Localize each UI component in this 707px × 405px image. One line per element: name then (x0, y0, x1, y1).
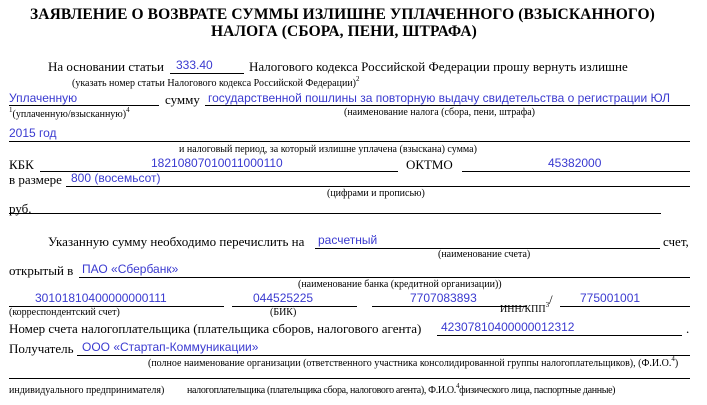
recipient-line (77, 355, 690, 356)
paid-type-value[interactable]: Уплаченную (9, 91, 78, 105)
taxpayer-account-line (437, 335, 682, 336)
kbk-value[interactable]: 18210807010011000110 (151, 156, 283, 170)
bik-value[interactable]: 044525225 (253, 291, 314, 305)
recipient-line-2 (9, 378, 690, 379)
form-title-line1: ЗАЯВЛЕНИЕ О ВОЗВРАТЕ СУММЫ ИЗЛИШНЕ УПЛАЧЕННОГО (ВЗЫСКАННОГО) (30, 6, 655, 23)
bank-prefix: открытый в (9, 263, 74, 278)
tax-name-line (205, 105, 690, 106)
tax-name-hint: (наименование налога (сбора, пени, штрафа) (344, 107, 535, 118)
taxpayer-account-value[interactable]: 42307810400000012312 (441, 320, 575, 334)
corr-account-hint: (корреспондентский счет) (9, 307, 120, 318)
amount-line (66, 186, 690, 187)
recipient-hint-line2b: налогоплательщика (плательщика сбора, налогового агента), Ф.И.О.$^4$физического лица, паспортные данные) (187, 382, 616, 396)
inn-kpp-separator: / (549, 292, 553, 307)
recipient-label: Получатель (9, 341, 74, 356)
bank-name-line (79, 277, 690, 278)
account-type-value[interactable]: расчетный (318, 233, 378, 247)
kpp-value[interactable]: 775001001 (580, 291, 641, 305)
oktmo-line (462, 171, 690, 172)
article-suffix: Налогового кодекса Российской Федерации прошу вернуть излишне (249, 59, 628, 74)
oktmo-value[interactable]: 45382000 (548, 156, 602, 170)
transfer-suffix: счет, (663, 234, 689, 249)
tax-period-line (9, 141, 690, 142)
inn-value[interactable]: 7707083893 (410, 291, 477, 305)
corr-account-value[interactable]: 30101810400000000111 (35, 291, 167, 305)
inn-kpp-hint: ИНН/КПП$^3$ (500, 301, 550, 315)
tax-period-hint: и налоговый период, за который излишне уплачена (взыскана) сумма) (179, 144, 477, 155)
kpp-line (560, 306, 690, 307)
oktmo-label: ОКТМО (406, 157, 453, 172)
paid-sum-label: сумму (165, 92, 200, 107)
tax-period-value[interactable]: 2015 год (9, 126, 57, 140)
bik-hint: (БИК) (270, 307, 297, 318)
article-number-line (170, 73, 244, 74)
taxpayer-account-end: . (686, 321, 690, 336)
bank-name-value[interactable]: ПАО «Сбербанк» (82, 262, 179, 276)
recipient-hint-line1: (полное наименование организации (ответственного участника консолидированной группы налогоплательщиков), (Ф.И.О.$^4$) (148, 355, 679, 369)
paid-type-line (9, 105, 159, 106)
taxpayer-account-label: Номер счета налогоплательщика (плательщика сборов, налогового агента) (9, 321, 422, 336)
amount-words-line (9, 213, 661, 214)
recipient-value[interactable]: ООО «Стартап-Коммуникации» (82, 340, 259, 354)
bank-name-hint: (наименование банка (кредитной организации)) (298, 279, 502, 290)
tax-name-value[interactable]: государственной пошлины за повторную выдачу свидетельства о регистрации ЮЛ (208, 91, 671, 105)
paid-type-hint: $^1$(уплаченную/взысканную)$^4$ (9, 106, 130, 120)
amount-label: в размере (9, 172, 62, 187)
account-type-hint: (наименование счета) (438, 249, 531, 260)
amount-value[interactable]: 800 (восемьсот) (71, 171, 161, 185)
amount-hint: (цифрами и прописью) (327, 188, 425, 199)
form-title-line2: НАЛОГА (СБОРА, ПЕНИ, ШТРАФА) (211, 23, 477, 40)
currency-label: руб. (9, 201, 32, 216)
transfer-prefix: Указанную сумму необходимо перечислить на (48, 234, 305, 249)
recipient-hint-line2a: индивидуального предпринимателя) (9, 385, 165, 396)
article-prefix: На основании статьи (48, 59, 164, 74)
article-number-value[interactable]: 333.40 (176, 58, 213, 72)
article-hint: (указать номер статьи Налогового кодекса Российской Федерации)$^2$ (72, 75, 360, 89)
kbk-label: КБК (9, 157, 34, 172)
